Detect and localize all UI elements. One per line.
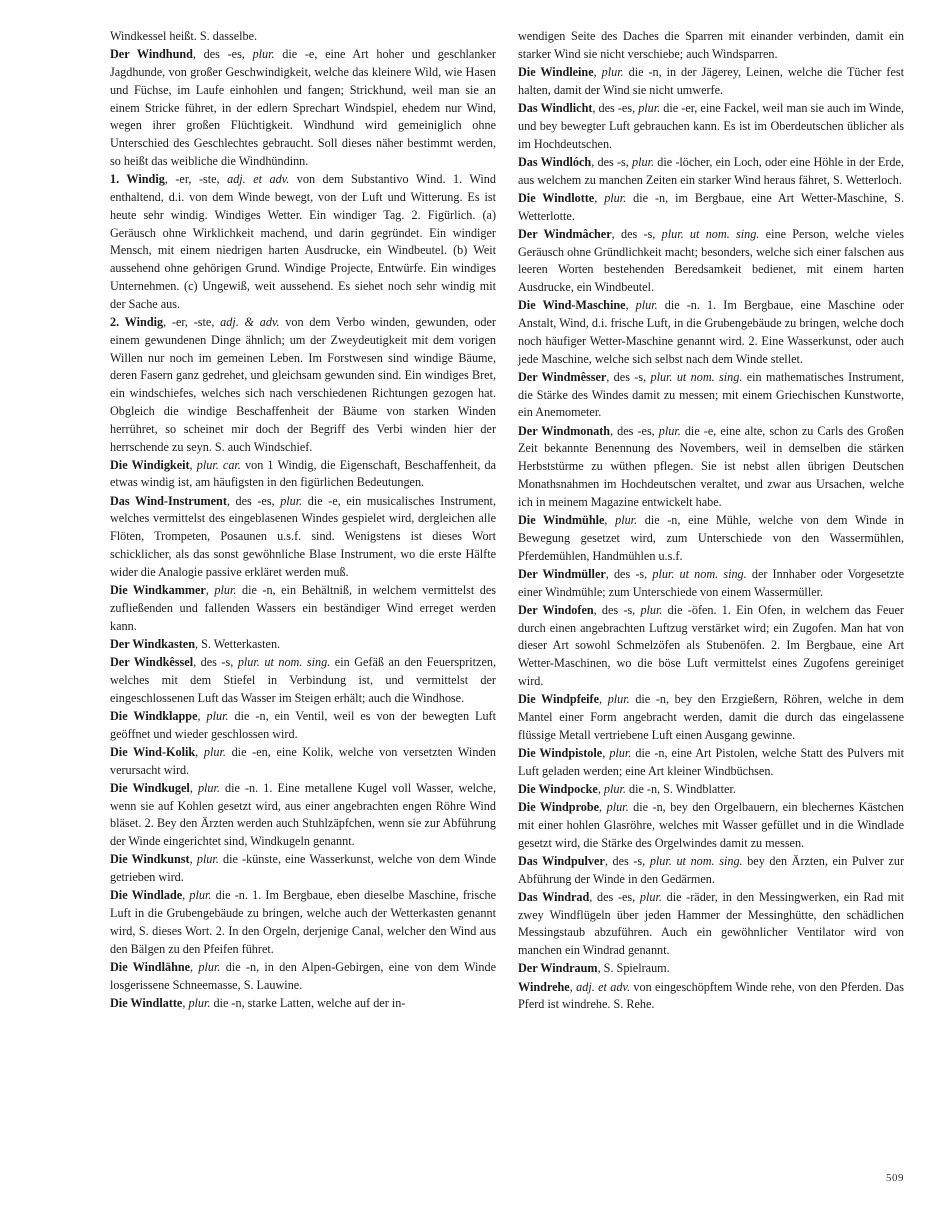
entry-inflection: ,: [625, 298, 636, 313]
entry-grammar: plur. ut nom. sing.: [652, 566, 747, 581]
entry-inflection: , des -s,: [591, 154, 633, 169]
entry-inflection: ,: [195, 744, 204, 759]
entry-grammar: plur.: [214, 583, 237, 598]
entry-headword: Die Wind-Kolik: [110, 744, 196, 759]
entry-definition: die -n. 1. Im Bergbaue, eben dieselbe Maschine, frische Luft in die Grubengebäude zu bringen, welche auch der Wetterkasten genannt wird, S. dieses Wort. 2. In den Orgeln, derjenige Canal, welcher den Wind aus den Bälgen zu den Pfeifen führet.: [110, 888, 496, 956]
entry-grammar: plur.: [601, 64, 624, 79]
entry-inflection: ,: [597, 781, 604, 796]
dictionary-entry: [518, 691, 904, 744]
dictionary-entry: [518, 423, 904, 512]
entry-headword: Die Windkunst: [110, 852, 190, 867]
entry-grammar: adj. et adv.: [227, 172, 290, 187]
entry-headword: Der Windkêssel: [110, 655, 194, 670]
entry-grammar: plur.: [639, 889, 662, 904]
entry-headword: Die Windpfeife: [518, 692, 600, 707]
entry-definition: die -räder, in den Messingwerken, ein Rad mit zwey Windflügeln über jeden Hammer der Messinghütte, den schädlichen Messingstaub abzuführen. Auch ein gewöhnlicher Ventilator wird von manchen ein Windrad genannt.: [518, 889, 904, 958]
entry-definition: die -künste, eine Wasserkunst, welche von dem Winde getrieben wird.: [110, 852, 496, 885]
entry-inflection: ,: [182, 888, 190, 903]
entry-grammar: adj. & adv.: [220, 314, 280, 329]
dictionary-entry: [110, 959, 496, 995]
dictionary-entry: [110, 654, 496, 707]
entry-definition: Windkessel heißt. S. dasselbe.: [110, 29, 258, 43]
dictionary-entry: [518, 190, 904, 226]
entry-definition: die -e, eine alte, schon zu Carls des Großen Zeit bekannte Benennung des Novembers, weil in demselben die stärken Herbststürme zu wüthen pflegen. Sie ist nebst allen übrigen Deutschen Monathsnahmen im Hochdeutschen veraltet, und zwar aus Ursachen, welche ich in meinem Magazine entwickelt habe.: [518, 423, 904, 509]
entry-definition: von dem Substantivo Wind. 1. Wind enthaltend, d.i. von dem Winde bewegt, von der Luft und Witterung. Es ist heute sehr windig. Windiges Wetter. Ein windiger Tag. 2. Figürlich. (a) Geräusch ohne Wirklichkeit machend, und darin gegründet. Ein windiger Mensch, mit einem niedrigen harten Ausdrucke, ein Windbeutel. (b) Weit aussehend ohne gehörigen Grund. Windige Projecte, Entwürfe. Ein windiges Unternehmen. (c) Ungewiß, weit aussehend. Es siehet noch sehr windig mit der Sache aus.: [110, 172, 496, 311]
entry-headword: Die Windpocke: [518, 781, 598, 796]
entry-headword: Die Wind-Maschine: [518, 298, 626, 313]
entry-grammar: plur.: [638, 100, 661, 115]
entry-grammar: plur. car.: [196, 457, 241, 472]
entry-definition: , S. Spielraum.: [597, 961, 670, 976]
entry-inflection: ,: [190, 959, 199, 974]
entry-definition: die -er, eine Fackel, weil man sie auch im Winde, und bey bewegter Luft gebrauchen kann. Es ist im Oberdeutschen üblicher als im Hochdeutschen.: [518, 100, 904, 151]
entry-inflection: ,: [197, 708, 207, 723]
entry-definition: die -n, S. Windblatter.: [625, 781, 736, 796]
entry-definition: die -löcher, ein Loch, oder eine Höhle in der Erde, aus welchem zu manchen Zeiten ein starker Wind heraus fähret, S. Wetterloch.: [518, 154, 904, 187]
entry-grammar: adj. et adv.: [576, 979, 631, 994]
entry-grammar: plur. ut nom. sing.: [650, 369, 743, 384]
entry-inflection: , des -es,: [226, 493, 281, 508]
entry-definition: die -n, eine Mühle, welche von dem Winde in Bewegung gesetzet wird, zum Unterschiede von den Wassermühlen, Pferdemühlen, Handmühlen u.s.f.: [518, 513, 904, 563]
entry-headword: Die Windpistole: [518, 745, 603, 760]
entry-inflection: ,: [593, 64, 602, 79]
dictionary-entry: [518, 853, 904, 889]
entry-headword: 2. Windig: [110, 314, 164, 329]
entry-headword: Die Windprobe: [518, 800, 600, 815]
entry-headword: Der Windmüller: [518, 566, 606, 581]
dictionary-entry: [110, 171, 496, 313]
dictionary-entry: [110, 995, 496, 1013]
dictionary-entry: [518, 226, 904, 297]
entry-inflection: , des -es,: [610, 423, 659, 438]
dictionary-entry: [110, 314, 496, 456]
entry-inflection: ,: [594, 190, 605, 205]
entry-definition: die -n. 1. Im Bergbaue, eine Maschine oder Anstalt, Wind, d.i. frische Luft, in die Grubengebäude zu bringen, welche doch noch häufiger Wetter-Maschine genannt wird. 2. Eine Wasserkunst, oder auch jede Maschine, welche sich selbst nach dem Winde stellet.: [518, 298, 904, 366]
entry-definition: die -e, ein musicalisches Instrument, welches vermittelst des eingeblasenen Windes gespielet wird, dergleichen alle Flöten, Trompeten, Posaunen u.s.f. sind. Wenigstens ist dieses Wort schicklicher, als das sonst gewöhnliche Blase Instrument, wo die erste Hälfte wider die Analogie passive erkläret werden muß.: [110, 493, 496, 579]
dictionary-entry: [110, 457, 496, 493]
entry-grammar: plur. ut nom. sing.: [649, 853, 743, 868]
entry-definition: die -n, bey den Orgelbauern, ein blechernes Kästchen mit einer hohlen Glasröhre, welches mit Wasser gefüllet und in die Windlade gesetzt wird, die Stärke des Orgelwindes damit zu messen.: [518, 800, 905, 850]
entry-grammar: plur.: [206, 708, 229, 723]
entry-grammar: plur.: [606, 800, 629, 815]
entry-definition: ein mathematisches Instrument, die Stärke des Windes damit zu messen; mit einem Griechischen Kunstworte, ein Anemometer.: [518, 369, 904, 420]
entry-headword: Die Windmühle: [518, 513, 605, 528]
entry-definition: die -öfen. 1. Ein Ofen, in welchem das Feuer durch einen angebrachten Luftzug verstärket wird; ein Zugofen. Man hat von dieser Art sowohl Schmelzöfen als Stubenöfen. 2. Im Bergbaue, eine Art Wetter-Maschinen, wo die böse Luft vermittelst eines Zugofens gereiniget wird.: [518, 602, 904, 688]
entry-headword: Das Windlóch: [518, 154, 592, 169]
dictionary-entry: [110, 582, 496, 635]
right-column: [518, 28, 904, 1015]
entry-inflection: , des -s,: [193, 655, 238, 670]
entry-headword: Die Windigkeit: [110, 457, 190, 472]
entry-headword: Der Windkasten: [110, 636, 195, 651]
left-column: [110, 28, 496, 1013]
entry-inflection: , des -es,: [592, 100, 639, 115]
entry-definition: die -n. 1. Eine metallene Kugel voll Wasser, welche, wenn sie auf Kohlen gesetzt wird, aus einer angebrachten engen Röhre Wind bläset. 2. Bey den Ärzten werden auch Stuhlzäpfchen, wenn sie zur Abführung der Winde eingerichtet sind, Windkugeln genannt.: [110, 780, 497, 849]
entry-headword: Die Windlatte: [110, 995, 183, 1010]
entry-inflection: , des -s,: [593, 602, 641, 617]
dictionary-entry: [518, 781, 904, 799]
entry-grammar: plur.: [607, 692, 630, 707]
entry-grammar: plur.: [188, 995, 211, 1010]
entry-headword: Das Wind-Instrument: [110, 493, 227, 508]
entry-grammar: plur.: [203, 744, 226, 759]
entry-inflection: ,: [189, 457, 197, 472]
entry-definition: die -n, eine Art Pistolen, welche Statt des Pulvers mit Luft geladen werden; eine Art kleiner Windbüchsen.: [518, 745, 905, 778]
entry-inflection: ,: [602, 745, 610, 760]
entry-inflection: , des -es,: [589, 889, 640, 904]
entry-definition: der Innhaber oder Vorgesetzte einer Windmühle; zum Unterschiede von einem Wassermüller.: [518, 566, 905, 599]
entry-definition: von dem Verbo winden, gewunden, oder einem gewundenen Dinge ähnlich; um der Zweydeutigkeit mit dem vorigen Willen nur noch im gemeinen Leben. Im Forstwesen sind windige Bäume, deren Fasern ganz gedrehet, und gleichsam gewunden sind. Ein windiges Bret, ein windschiefes, welches sich nach verschiedenen Richtungen gezogen hat. Obgleich die windige Beschaffenheit der Bäume von starken Winden herrühret, so scheinet mir doch der Begriff des Verbi winden hier der herrschende zu seyn. S. auch Windschief.: [110, 314, 496, 454]
entry-headword: Die Windleine: [518, 64, 594, 79]
dictionary-entry: [110, 493, 496, 582]
entry-definition: die -n, ein Ventil, weil es von der bewegten Luft geöffnet und wieder geschlossen wird.: [110, 708, 497, 741]
dictionary-entry: [518, 745, 904, 781]
dictionary-entry: [518, 889, 904, 960]
dictionary-entry: [518, 512, 904, 565]
entry-inflection: , -er, -ste,: [164, 172, 228, 187]
dictionary-entry: [518, 100, 904, 153]
entry-grammar: plur.: [635, 298, 658, 313]
entry-definition: von 1 Windig, die Eigenschaft, Beschaffenheit, da etwas windig ist, am häufigsten in den figürlichen Bedeutungen.: [110, 457, 497, 490]
entry-grammar: plur.: [603, 781, 626, 796]
entry-headword: Der Windofen: [518, 602, 594, 617]
entry-inflection: , -er, -ste,: [163, 314, 221, 329]
dictionary-entry: [518, 28, 904, 64]
entry-definition: die -n, bey den Erzgießern, Röhren, welche in dem Mantel einer Form angebracht werden, damit die durch das eingelassene flüssige Metall vertriebene Luft einen Ausgang gewinne.: [518, 692, 904, 742]
entry-headword: Die Windlähne: [110, 959, 191, 974]
entry-inflection: ,: [189, 780, 198, 795]
entry-grammar: plur.: [252, 47, 275, 62]
entry-definition: die -e, eine Art hoher und geschlanker Jagdhunde, von großer Geschwindigkeit, welche das kleinere Wild, wie Hasen und Füchse, im Laufe einhohlen und fangen; Strickhund, weil man sie an einem Stricke führet, in der edlern Sprechart Windspiel, ehedem nur Wind, wegen ihrer großen Flüchtigkeit. Windhund wird gemeiniglich ohne Unterschied des Geschlechtes gebraucht. Soll dieses näher bestimmt werden, so heißt das weibliche die Windhündinn.: [110, 47, 496, 168]
entry-grammar: plur.: [640, 602, 663, 617]
entry-grammar: plur.: [189, 888, 212, 903]
entry-headword: Das Windrad: [518, 889, 590, 904]
entry-headword: Windrehe: [518, 979, 570, 994]
dictionary-entry: [518, 602, 904, 691]
dictionary-entry: [518, 566, 904, 602]
entry-headword: Das Windlicht: [518, 100, 593, 115]
entry-grammar: plur. ut nom. sing.: [661, 226, 760, 241]
entry-definition: die -n, ein Behältniß, in welchem vermittelst des zufließenden und fallenden Wassers ein beständiger Wind erreget werden kann.: [110, 583, 497, 633]
entry-headword: Die Windklappe: [110, 708, 198, 723]
dictionary-entry: [110, 46, 496, 171]
entry-headword: Der Windmêsser: [518, 369, 607, 384]
entry-grammar: plur.: [658, 423, 681, 438]
dictionary-entry: [518, 64, 904, 100]
entry-inflection: ,: [604, 513, 616, 528]
entry-headword: Der Windmonath: [518, 423, 611, 438]
entry-grammar: plur.: [615, 513, 638, 528]
dictionary-entry: [110, 851, 496, 887]
dictionary-entry: [110, 887, 496, 958]
entry-grammar: plur.: [198, 959, 221, 974]
dictionary-entry: [110, 708, 496, 744]
entry-grammar: plur. ut nom. sing.: [237, 655, 331, 670]
entry-headword: Das Windpulver: [518, 853, 605, 868]
entry-grammar: plur.: [280, 493, 303, 508]
entry-inflection: , des -s,: [606, 369, 651, 384]
entry-inflection: , des -s,: [611, 226, 662, 241]
entry-definition: ein Gefäß an den Feuerspritzen, welches mit dem Stiefel in Verbindung ist, und vermittelst der eingeschlossenen Luft das Wasser im Steigen erhält; auch die Windhose.: [110, 655, 497, 705]
entry-grammar: plur.: [609, 745, 632, 760]
dictionary-entry: [110, 28, 496, 46]
entry-definition: die -n, in der Jägerey, Leinen, welche die Tücher fest halten, damit der Wind sie nicht umwerfe.: [518, 64, 905, 97]
entry-definition: die -n, in den Alpen-Gebirgen, eine von dem Winde losgerissene Schneemasse, S. Lauwine.: [110, 959, 497, 992]
entry-headword: Der Windhund: [110, 47, 193, 62]
entry-grammar: plur.: [632, 154, 655, 169]
dictionary-entry: [518, 369, 904, 422]
entry-headword: Die Windlade: [110, 888, 183, 903]
entry-grammar: plur.: [196, 852, 219, 867]
entry-grammar: plur.: [604, 190, 627, 205]
dictionary-entry: [110, 636, 496, 654]
entry-headword: Die Windkugel: [110, 780, 190, 795]
entry-inflection: ,: [205, 583, 215, 598]
entry-inflection: ,: [599, 800, 607, 815]
entry-headword: Der Windraum: [518, 961, 598, 976]
entry-definition: die -en, eine Kolik, welche von versetzten Winden verursacht wird.: [110, 744, 497, 777]
dictionary-entry: [518, 154, 904, 190]
dictionary-entry: [110, 780, 496, 851]
entry-inflection: ,: [599, 692, 608, 707]
entry-definition: die -n, starke Latten, welche auf der in-: [210, 995, 406, 1010]
entry-inflection: ,: [569, 979, 577, 994]
dictionary-entry: [518, 979, 904, 1015]
entry-headword: Die Windkammer: [110, 583, 206, 598]
entry-definition: die -n, im Bergbaue, eine Art Wetter-Maschine, S. Wetterlotte.: [518, 190, 905, 223]
entry-inflection: , des -es,: [192, 47, 253, 62]
entry-definition: eine Person, welche vieles Geräusch ohne Gründlichkeit macht; besonders, welche sich einer falschen aus leeren Worten bestehenden Beredsamkeit bedienet, mit einem harten Ausdrucke, ein Windbeutel.: [518, 226, 904, 295]
entry-headword: 1. Windig: [110, 172, 165, 187]
dictionary-entry: [518, 960, 904, 978]
page-number: 509: [886, 1172, 904, 1184]
dictionary-entry: [518, 297, 904, 368]
entry-headword: Der Windmâcher: [518, 226, 612, 241]
dictionary-entry: [518, 799, 904, 852]
entry-inflection: , des -s,: [604, 853, 650, 868]
entry-definition: wendigen Seite des Daches die Sparren mit einander verbinden, damit ein starker Wind sie nicht verschiebe; auch Windsparren.: [518, 29, 904, 61]
entry-inflection: ,: [182, 995, 189, 1010]
entry-grammar: plur.: [197, 780, 220, 795]
entry-definition: von eingeschöpftem Winde rehe, von den Pferden. Das Pferd ist windrehe. S. Rehe.: [518, 979, 905, 1012]
entry-definition: bey den Ärzten, ein Pulver zur Abführung der Winde in den Gedärmen.: [518, 853, 904, 886]
entry-definition: , S. Wetterkasten.: [195, 636, 281, 651]
dictionary-entry: [110, 744, 496, 780]
entry-inflection: ,: [189, 852, 197, 867]
entry-inflection: , des -s,: [605, 566, 653, 581]
entry-headword: Die Windlotte: [518, 190, 595, 205]
